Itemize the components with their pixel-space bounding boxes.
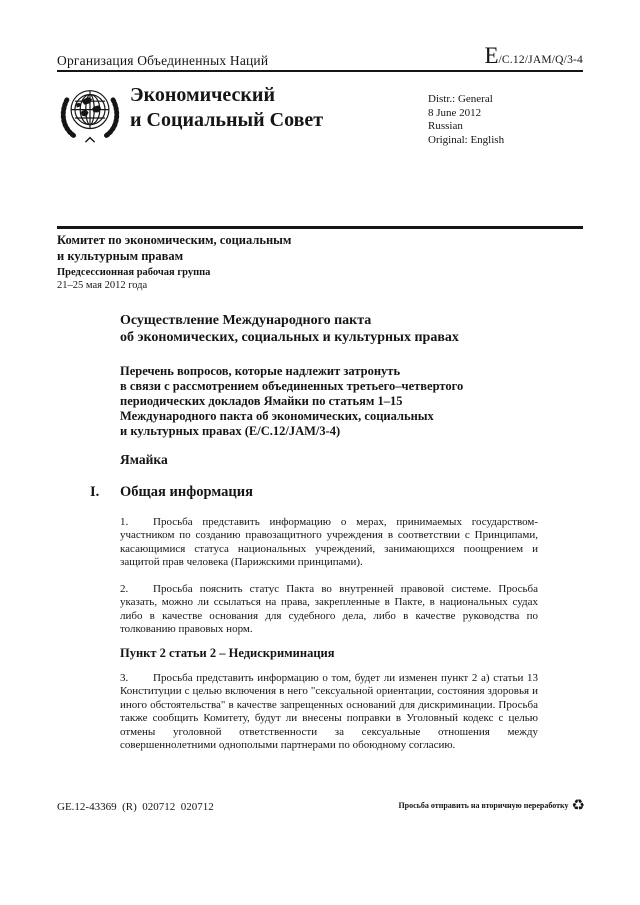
document-symbol <box>484 43 583 69</box>
subtitle-line2: в связи с рассмотрением объединенных третьего–четвертого <box>120 379 464 393</box>
document-symbol-letter: E <box>484 43 499 68</box>
document-title-line1: Осуществление Международного пакта <box>120 313 372 328</box>
paragraph-2-text: Просьба пояснить статус Пакта во внутренней правовой системе. Просьба указать, можно ли ссылаться на права, закрепленные в Пакте, в национальных судах либо в качестве основания для судебного дела, либо в качестве руководства по толкованию правовых норм. <box>120 583 538 636</box>
distr-original: Original: English <box>428 133 505 146</box>
council-title <box>130 83 323 133</box>
paragraph-1-text: Просьба представить информацию о мерах, принимаемых государством-участником по созданию правозащитного учреждения в соответствии с Принципами, касающимися статуса национальных учреждений, занимающихся поощрением и защитой прав человека (Парижскими принципами). <box>120 516 538 569</box>
paragraph-2-number: 2. <box>120 583 129 595</box>
article-subheading: Пункт 2 статьи 2 – Недискриминация <box>120 646 335 660</box>
council-title-line2: и Социальный Совет <box>130 109 324 131</box>
paragraph-1-number: 1. <box>120 516 129 528</box>
subtitle-line3: периодических докладов Ямайки по статьям 1–15 <box>120 394 403 408</box>
section-title: Общая информация <box>120 484 253 500</box>
committee-name <box>57 233 291 264</box>
document-title-line2: об экономических, социальных и культурных правах <box>120 330 459 345</box>
subtitle-line1: Перечень вопросов, которые надлежит затронуть <box>120 364 401 378</box>
recycle-note-text: Просьба отправить на вторичную переработку <box>398 801 569 810</box>
country-heading: Ямайка <box>120 452 168 467</box>
distribution-block <box>428 93 504 147</box>
section-heading <box>90 484 253 501</box>
paragraph-1 <box>120 516 538 570</box>
subtitle-line4: Международного пакта об экономических, социальных <box>120 409 434 423</box>
un-org-name: Организация Объединенных Наций <box>57 53 269 68</box>
subtitle-line5: и культурных правах (E/C.12/JAM/3-4) <box>120 424 341 438</box>
document-subtitle <box>120 364 463 439</box>
document-title <box>120 312 459 346</box>
distr-language: Russian <box>428 120 463 133</box>
session-dates: 21–25 мая 2012 года <box>57 280 148 291</box>
paragraph-3-text: Просьба представить информацию о том, будет ли изменен пункт 2 а) статьи 13 Конституции с целью включения в него "сексуальной ориентации, состояния здоровья и иного обстоятельства" в качестве запрещенных оснований для дискриминации. Просьба также сообщить Комитету, будут ли внесены поправки в Уголовный кодекс с целью отмены уголовной ответственности за сексуальные отношения между совершеннолетними однополыми партнерами по обоюдному согласию. <box>120 672 538 752</box>
committee-name-line2: и культурным правам <box>57 248 184 263</box>
committee-name-line1: Комитет по экономическим, социальным <box>57 233 292 247</box>
council-title-line1: Экономический <box>130 84 275 106</box>
paragraph-3 <box>120 672 538 752</box>
committee-block <box>57 233 291 291</box>
document-symbol-code: /C.12/JAM/Q/3-4 <box>498 54 583 66</box>
recycle-note <box>398 798 585 813</box>
header-rule <box>57 70 583 72</box>
distr-date: 8 June 2012 <box>428 106 482 119</box>
un-emblem-icon <box>55 81 125 160</box>
distr-line: Distr.: General <box>428 93 493 105</box>
recycle-icon: ♻ <box>571 796 585 814</box>
section-numeral: I. <box>90 484 100 500</box>
paragraph-2 <box>120 583 538 637</box>
working-group: Предсессионная рабочая группа <box>57 267 211 278</box>
section-rule <box>57 226 583 229</box>
paragraph-3-number: 3. <box>120 672 129 684</box>
document-reference: GE.12-43369 (R) 020712 020712 <box>57 801 214 813</box>
